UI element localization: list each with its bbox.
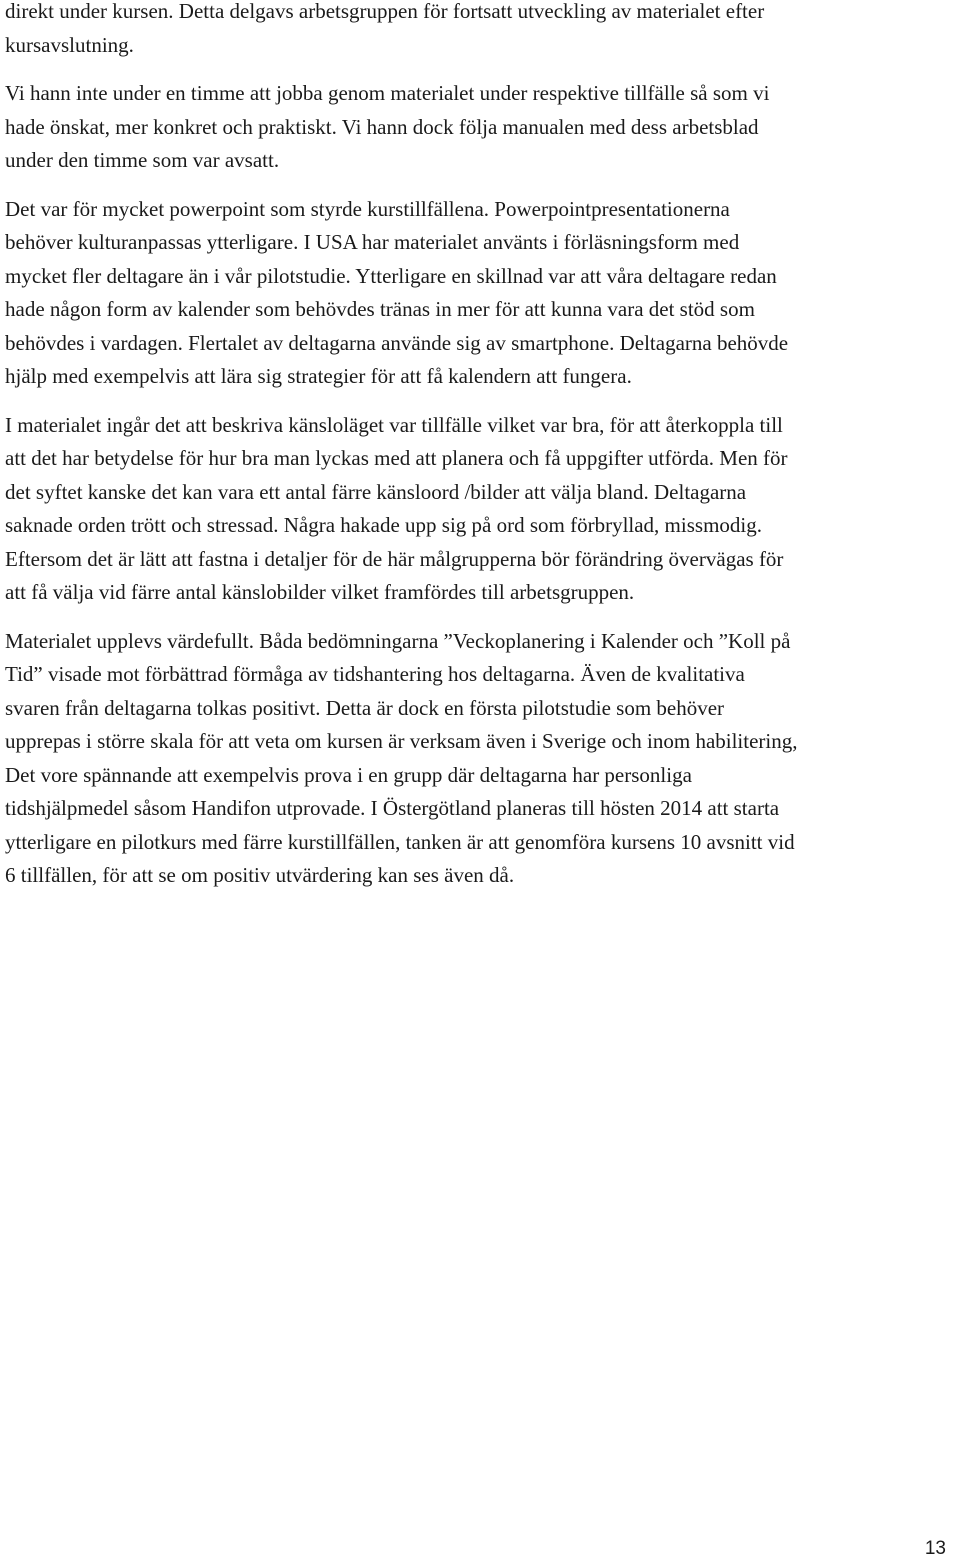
paragraph-1: direkt under kursen. Detta delgavs arbetsgruppen för fortsatt utveckling av materialet efter kursavslutning. xyxy=(5,0,765,57)
page-number: 13 xyxy=(924,1538,946,1559)
paragraph-3: Det var för mycket powerpoint som styrde kurstillfällena. Powerpointpresentationerna behöver kulturanpassas ytterligare. I USA har materialet använts i förläsningsform med mycket fler deltagare än i vår pilotstudie. Ytterligare en skillnad var att våra deltagare redan hade någon form av kalender som behövdes tränas in mer för att kunna vara det stöd som behövdes i vardagen. Flertalet av deltagarna använde sig av smartphone. Deltagarna behövde hjälp med exempelvis att lära sig strategier för att få kalendern att fungera. xyxy=(5,196,789,388)
paragraph-2: Vi hann inte under en timme att jobba genom materialet under respektive tillfälle så som vi hade önskat, mer konkret och praktiskt. Vi hann dock följa manualen med dess arbetsblad under den timme som var avsatt. xyxy=(5,81,770,172)
paragraph-5: Materialet upplevs värdefullt. Båda bedömningarna ”Veckoplanering i Kalender och ”Koll på Tid” visade mot förbättrad förmåga av tidshantering hos deltagarna. Även de kvalitativa svaren från deltagarna tolkas positivt. Detta är dock en första pilotstudie som behöver upprepas i större skala för att veta om kursen är verksam även i Sverige och inom habilitering, Det vore spännande att exempelvis prova i en grupp där deltagarna har personliga tidshjälpmedel såsom Handifon utprovade. I Östergötland planeras till hösten 2014 att starta ytterligare en pilotkurs med färre kurstillfällen, tanken är att genomföra kursens 10 avsnitt vid 6 tillfällen, för att se om positiv utvärdering kan ses även då. xyxy=(5,628,798,887)
paragraph-4: I materialet ingår det att beskriva känsloläget var tillfälle vilket var bra, för att återkoppla till att det har betydelse för hur bra man lyckas med att planera och få uppgifter utförda. Men för det syftet kanske det kan vara ett antal färre känsloord /bilder att välja bland. Deltagarna saknade orden trött och stressad. Några hakade upp sig på ord som förbryllad, missmodig. Eftersom det är lätt att fastna i detaljer för de här målgrupperna bör förändring övervägas för att få välja vid färre antal känslobilder vilket framfördes till arbetsgruppen. xyxy=(5,412,788,604)
document-body xyxy=(5,0,957,893)
